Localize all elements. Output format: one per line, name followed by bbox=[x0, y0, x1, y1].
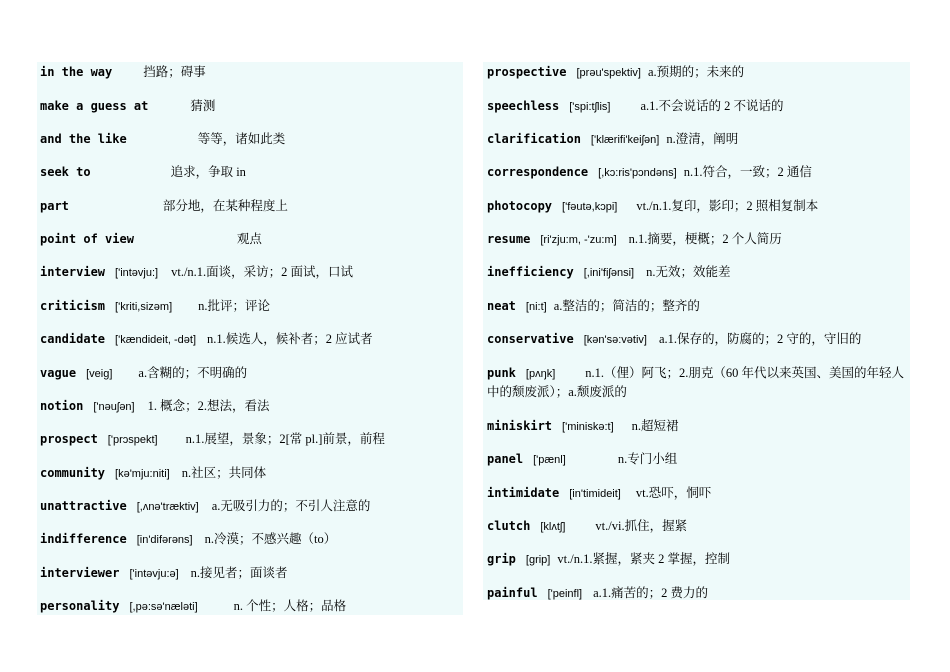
headword: indifference bbox=[40, 532, 127, 547]
headword: inefficiency bbox=[487, 265, 574, 280]
definition: n.1.摘要，梗概；2 个人简历 bbox=[628, 232, 782, 247]
phonetic: [,ʌnə'træktiv] bbox=[136, 501, 199, 514]
vocab-entry bbox=[487, 255, 911, 288]
headword: photocopy bbox=[487, 198, 553, 213]
headword: vague bbox=[40, 365, 77, 380]
phonetic: [,kɔ:ris'pɔndəns] bbox=[598, 167, 677, 180]
definition: vt./n.1.紧握，紧夹 2 掌握，控制 bbox=[557, 552, 730, 567]
vocab-entry bbox=[40, 255, 460, 288]
definition: 观点 bbox=[236, 232, 262, 247]
vocab-entry bbox=[40, 289, 460, 322]
vocab-entry bbox=[487, 355, 911, 408]
definition: a.1.保存的，防腐的；2 守的，守旧的 bbox=[658, 332, 862, 347]
phonetic: [in'difərəns] bbox=[136, 534, 193, 547]
headword: make a guess at bbox=[40, 98, 149, 113]
vocab-entry bbox=[487, 289, 911, 322]
phonetic: [klʌtʃ] bbox=[540, 521, 566, 534]
phonetic: [kən'sə:vətiv] bbox=[583, 334, 647, 347]
definition: 等等，诸如此类 bbox=[197, 131, 286, 146]
vocab-entry bbox=[40, 422, 460, 455]
definition: a.整洁的；简洁的；整齐的 bbox=[553, 298, 700, 313]
headword: interview bbox=[40, 265, 106, 280]
phonetic: [pʌŋk] bbox=[525, 367, 556, 380]
definition: n.1.（俚）阿飞；2.朋克（60 年代以来英国、美国的年轻人中的颓废派）；a.颓废派的 bbox=[487, 365, 905, 399]
phonetic: [ri'zju:m, -'zu:m] bbox=[540, 234, 617, 247]
headword: miniskirt bbox=[487, 418, 553, 433]
vocab-entry bbox=[487, 542, 911, 575]
headword: clarification bbox=[487, 131, 581, 146]
headword: notion bbox=[40, 398, 84, 413]
definition: n.冷漠；不感兴趣（to） bbox=[204, 532, 337, 547]
headword: punk bbox=[487, 365, 516, 380]
phonetic: ['miniskə:t] bbox=[562, 420, 614, 433]
headword: correspondence bbox=[487, 165, 589, 180]
headword: resume bbox=[487, 232, 531, 247]
vocab-entry bbox=[487, 509, 911, 542]
phonetic: [grip] bbox=[525, 554, 551, 567]
headword: clutch bbox=[487, 519, 531, 534]
definition: n.接见者；面谈者 bbox=[190, 565, 288, 580]
vocab-entry bbox=[487, 322, 911, 355]
vocab-entry bbox=[40, 122, 460, 155]
phonetic: [prəu'spektiv] bbox=[576, 67, 641, 80]
headword: and the like bbox=[40, 131, 127, 146]
definition: a.1.不会说话的 2 不说话的 bbox=[640, 98, 784, 113]
phonetic: ['kændideit, -dət] bbox=[115, 334, 197, 347]
headword: speechless bbox=[487, 98, 560, 113]
headword: part bbox=[40, 198, 69, 213]
definition: a.预期的；未来的 bbox=[647, 65, 745, 80]
definition: n.1.展望，景象；2[常 pl.]前景，前程 bbox=[185, 432, 385, 447]
phonetic: ['spi:tʃlis] bbox=[569, 100, 611, 113]
headword: prospective bbox=[487, 65, 567, 80]
vocab-entry bbox=[487, 476, 911, 509]
headword: conservative bbox=[487, 332, 574, 347]
headword: intimidate bbox=[487, 485, 560, 500]
vocab-entry bbox=[40, 155, 460, 188]
vocab-entry bbox=[487, 55, 911, 88]
headword: personality bbox=[40, 599, 120, 614]
vocab-entry bbox=[40, 456, 460, 489]
headword: seek to bbox=[40, 165, 91, 180]
definition: 挡路；碍事 bbox=[143, 65, 206, 80]
headword: point of view bbox=[40, 232, 134, 247]
definition: vt.恐吓，恫吓 bbox=[635, 485, 712, 500]
phonetic: ['fəutə,kɔpi] bbox=[562, 200, 618, 213]
definition: vt./n.1.面谈，采访；2 面试，口试 bbox=[171, 265, 354, 280]
vocab-entry bbox=[487, 189, 911, 222]
vocab-entry bbox=[40, 522, 460, 555]
definition: n.专门小组 bbox=[617, 452, 678, 467]
definition: a.含糊的；不明确的 bbox=[138, 365, 248, 380]
headword: painful bbox=[487, 585, 538, 600]
definition: n. 个性；人格；品格 bbox=[233, 599, 347, 614]
headword: neat bbox=[487, 298, 516, 313]
headword: community bbox=[40, 465, 106, 480]
headword: unattractive bbox=[40, 499, 127, 514]
definition: a.无吸引力的；不引人注意的 bbox=[211, 499, 371, 514]
headword: prospect bbox=[40, 432, 98, 447]
vocab-entry bbox=[40, 222, 460, 255]
definition: n.1.符合，一致；2 通信 bbox=[683, 165, 812, 180]
phonetic: [,ini'fiʃənsi] bbox=[583, 267, 635, 280]
headword: in the way bbox=[40, 65, 113, 80]
headword: grip bbox=[487, 552, 516, 567]
headword: criticism bbox=[40, 298, 106, 313]
definition: vt./n.1.复印，影印；2 照相复制本 bbox=[636, 198, 819, 213]
definition: 部分地，在某种程度上 bbox=[162, 198, 288, 213]
definition: n.1.候选人，候补者；2 应试者 bbox=[207, 332, 373, 347]
definition: n.超短裙 bbox=[631, 418, 679, 433]
phonetic: ['nəuʃən] bbox=[93, 400, 135, 413]
vocab-entry bbox=[40, 88, 460, 121]
definition: n.批评；评论 bbox=[198, 298, 271, 313]
vocab-entry bbox=[40, 322, 460, 355]
definition: 追求，争取 in bbox=[170, 165, 246, 180]
phonetic: [kə'mju:niti] bbox=[115, 467, 170, 480]
vocab-entry bbox=[40, 489, 460, 522]
definition: n.社区；共同体 bbox=[181, 465, 267, 480]
phonetic: [ni:t] bbox=[525, 300, 547, 313]
vocab-entry bbox=[40, 556, 460, 589]
phonetic: ['pænl] bbox=[533, 454, 566, 467]
phonetic: [,pə:sə'næləti] bbox=[129, 601, 198, 614]
headword: interviewer bbox=[40, 565, 120, 580]
vocab-entry bbox=[487, 122, 911, 155]
definition: 猜测 bbox=[190, 98, 216, 113]
phonetic: ['klærifi'keiʃən] bbox=[590, 133, 660, 146]
phonetic: [in'timideit] bbox=[569, 487, 621, 500]
vocab-entry bbox=[487, 88, 911, 121]
vocab-entry bbox=[487, 155, 911, 188]
headword: panel bbox=[487, 452, 524, 467]
vocab-entry bbox=[40, 189, 460, 222]
vocab-entry bbox=[40, 355, 460, 388]
phonetic: ['kriti,sizəm] bbox=[115, 300, 173, 313]
vocab-entry bbox=[40, 55, 460, 88]
phonetic: ['intəvju:] bbox=[115, 267, 159, 280]
phonetic: [veig] bbox=[86, 367, 113, 380]
vocab-entry bbox=[487, 222, 911, 255]
vocab-entry bbox=[487, 409, 911, 442]
headword: candidate bbox=[40, 332, 106, 347]
right-vocabulary-column bbox=[487, 55, 911, 609]
vocab-entry bbox=[487, 576, 911, 609]
vocab-entry bbox=[487, 442, 911, 475]
left-vocabulary-column bbox=[40, 55, 460, 622]
definition: n.澄清，阐明 bbox=[666, 131, 739, 146]
phonetic: ['intəvju:ə] bbox=[129, 567, 179, 580]
definition: 1. 概念；2.想法，看法 bbox=[147, 398, 270, 413]
vocab-entry bbox=[40, 389, 460, 422]
phonetic: ['peinfl] bbox=[547, 587, 583, 600]
definition: a.1.痛苦的；2 费力的 bbox=[593, 585, 709, 600]
definition: n.无效；效能差 bbox=[646, 265, 731, 280]
phonetic: ['prɔspekt] bbox=[107, 434, 158, 447]
definition: vt./vi.抓住，握紧 bbox=[595, 519, 688, 534]
vocab-entry bbox=[40, 589, 460, 622]
